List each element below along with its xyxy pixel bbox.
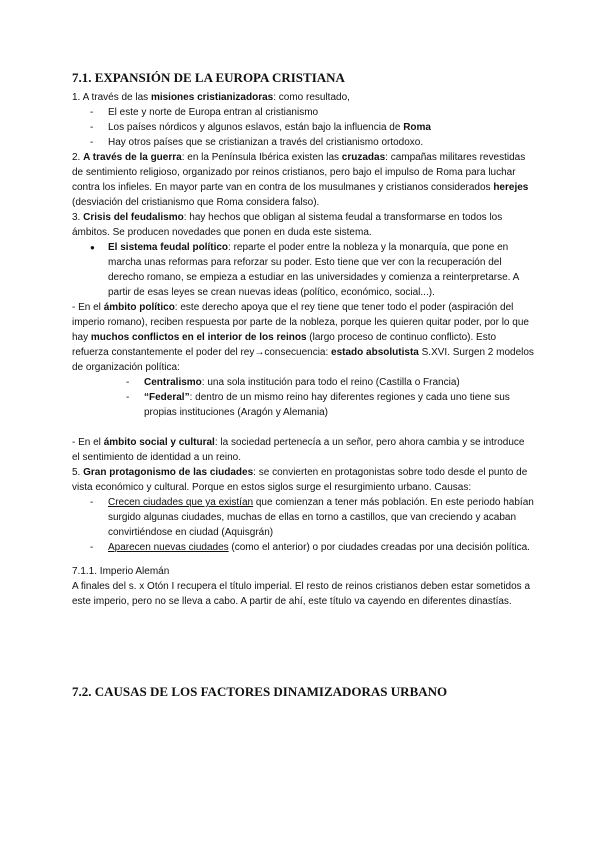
list-item: - Aparecen nuevas ciudades (como el anterior) o por ciudades creadas por una decisión política. [90,540,534,555]
section-2-title: 7.2. CAUSAS DE LOS FACTORES DINAMIZADORAS URBANO [72,684,448,699]
paragraph-political: - En el ámbito político: este derecho apoya que el rey tiene que tener todo el poder (aspiración del imperio romano), reciben respuesta por parte de la nobleza, porque les quieren quitar poder, por lo que hay muchos conflictos en el interior de los reinos (largo proceso de continuo conflicto). Esto refuerza constantemente el poder del rey→consecuencia: estado absolutista S.XVI. Surgen 2 modelos de organización política: [72,302,534,373]
list-item: - “Federal”: dentro de un mismo reino hay diferentes regiones y cada uno tiene sus propias instituciones (Aragón y Alemania) [126,390,534,420]
missions-list [72,105,534,150]
paragraph-empire: A finales del s. x Otón I recupera el título imperial. El resto de reinos cristianos deben estar sometidos a este imperio, pero no se lleva a cabo. A partir de ahí, este título va cayendo en diferentes dinastías. [72,581,531,607]
feudal-list [72,240,534,300]
subsection-title: 7.1.1. Imperio Alemán [72,566,170,577]
models-list [72,375,534,420]
list-item: - El este y norte de Europa entran al cristianismo [90,105,534,120]
paragraph-war: 2. A través de la guerra: en la Península Ibérica existen las cruzadas: campañas militares revestidas de sentimiento religioso, organizado por reinos cristianos, pero bajo el impulso de Roma para luchar contra los infieles. En mayor parte van en contra de los musulmanes y cristianos considerados herejes (desviación del cristianismo que Roma considera falso). [72,152,529,208]
list-item: ● El sistema feudal político: reparte el poder entre la nobleza y la monarquía, que pone en marcha unas reformas para reforzar su poder. Esto tiene que ver con la recuperación del derecho romano, se empieza a estudiar en las universidades y comienza a reinterpretarse. A partir de esas leyes se crean nuevas ideas (político, económico, social...). [90,240,534,300]
list-item: - Los países nórdicos y algunos eslavos, están bajo la influencia de Roma [90,120,534,135]
document-page [72,70,534,700]
paragraph-missions: 1. A través de las misiones cristianizadoras: como resultado, [72,92,350,103]
paragraph-crisis: 3. Crisis del feudalismo: hay hechos que obligan al sistema feudal a transformarse en todos los ámbitos. Se producen novedades que ponen en duda este sistema. [72,212,503,238]
list-item: - Centralismo: una sola institución para todo el reino (Castilla o Francia) [126,375,534,390]
causes-list [72,495,534,555]
paragraph-cities: 5. Gran protagonismo de las ciudades: se convierten en protagonistas sobre todo desde el punto de vista económico y cultural. Porque en estos siglos surge el resurgimiento urbano. Causas: [72,467,528,493]
paragraph-social: - En el ámbito social y cultural: la sociedad pertenecía a un señor, pero ahora cambia y se introduce el sentimiento de identidad a un reino. [72,437,525,463]
section-1-title: 7.1. EXPANSIÓN DE LA EUROPA CRISTIANA [72,70,345,85]
list-item: - Crecen ciudades que ya existían que comienzan a tener más población. En este periodo habían surgido algunas ciudades, muchas de ellas en torno a castillos, que van creciendo y acaban convirtiéndose en ciudad (Aquisgrán) [90,495,534,540]
list-item: - Hay otros países que se cristianizan a través del cristianismo ortodoxo. [90,135,534,150]
